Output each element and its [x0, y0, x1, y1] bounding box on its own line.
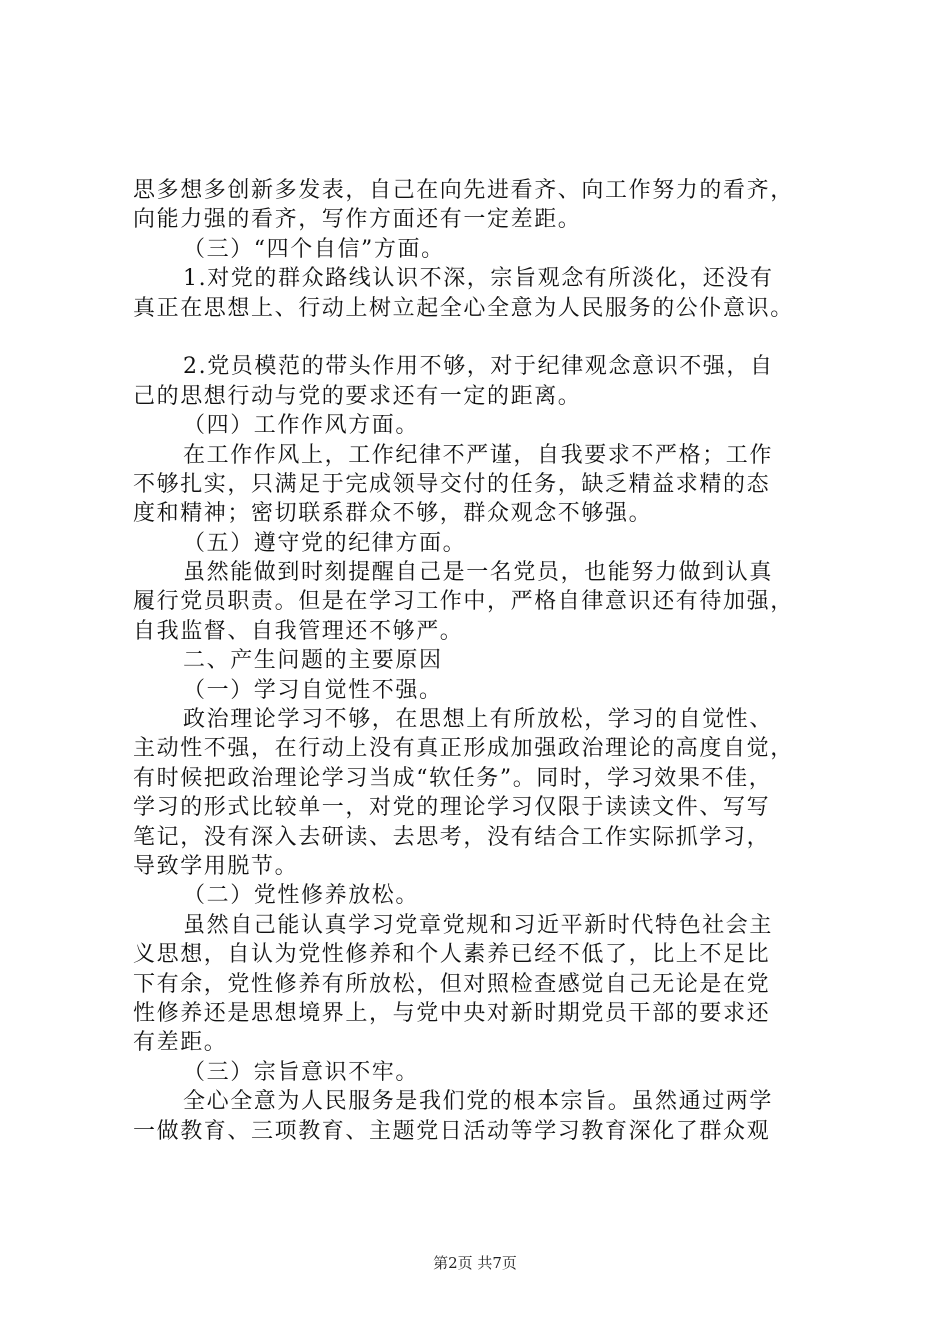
text-line: 义思想，自认为党性修养和个人素养已经不低了，比上不足比 [133, 942, 771, 968]
text-line: 向能力强的看齐，写作方面还有一定差距。 [133, 207, 582, 233]
chapter-heading: 二、产生问题的主要原因 [183, 648, 443, 674]
text-line: 导致学用脱节。 [133, 853, 299, 879]
text-line: 1.对党的群众路线认识不深，宗旨观念有所淡化，还没有 [183, 266, 774, 292]
text-line: 度和精神；密切联系群众不够，群众观念不够强。 [133, 501, 653, 527]
document-body [133, 176, 839, 1146]
text-line: 有差距。 [133, 1030, 228, 1056]
text-line: 不够扎实，只满足于完成领导交付的任务，缺乏精益求精的态 [133, 471, 771, 497]
text-line: 自我监督、自我管理还不够严。 [133, 618, 464, 644]
section-heading: （三）“四个自信”方面。 [183, 236, 445, 262]
text-line: 一做教育、三项教育、主题党日活动等学习教育深化了群众观 [133, 1118, 771, 1144]
page-number-footer: 第2页 共7页 [433, 1254, 517, 1272]
text-line: 政治理论学习不够，在思想上有所放松，学习的自觉性、 [183, 707, 774, 733]
text-line: 下有余，党性修养有所放松，但对照检查感觉自己无论是在党 [133, 971, 771, 997]
text-line: 虽然能做到时刻提醒自己是一名党员，也能努力做到认真 [183, 560, 774, 586]
section-heading: （三）宗旨意识不牢。 [183, 1059, 420, 1085]
text-line: 主动性不强，在行动上没有真正形成加强政治理论的高度自觉， [133, 736, 794, 762]
text-line: 2.党员模范的带头作用不够，对于纪律观念意识不强，自 [183, 354, 774, 380]
section-heading: （五）遵守党的纪律方面。 [183, 530, 467, 556]
text-line: 真正在思想上、行动上树立起全心全意为人民服务的公仆意识。 [133, 295, 794, 321]
text-line: 己的思想行动与党的要求还有一定的距离。 [133, 383, 582, 409]
section-heading: （四）工作作风方面。 [183, 413, 420, 439]
text-line: 有时候把政治理论学习当成“软任务”。同时，学习效果不佳， [133, 765, 773, 791]
text-line: 性修养还是思想境界上，与党中央对新时期党员干部的要求还 [133, 1000, 771, 1026]
text-line: 履行党员职责。但是在学习工作中，严格自律意识还有待加强， [133, 589, 794, 615]
text-line: 在工作作风上，工作纪律不严谨，自我要求不严格；工作 [183, 442, 774, 468]
text-line: 全心全意为人民服务是我们党的根本宗旨。虽然通过两学 [183, 1089, 774, 1115]
text-line: 思多想多创新多发表，自己在向先进看齐、向工作努力的看齐， [133, 178, 794, 203]
text-line: 学习的形式比较单一，对党的理论学习仅限于读读文件、写写 [133, 795, 771, 821]
blank-line [133, 323, 839, 352]
section-heading: （一）学习自觉性不强。 [183, 677, 443, 703]
section-heading: （二）党性修养放松。 [183, 883, 420, 909]
text-line: 虽然自己能认真学习党章党规和习近平新时代特色社会主 [183, 912, 774, 938]
text-line: 笔记，没有深入去研读、去思考，没有结合工作实际抓学习， [133, 824, 771, 850]
